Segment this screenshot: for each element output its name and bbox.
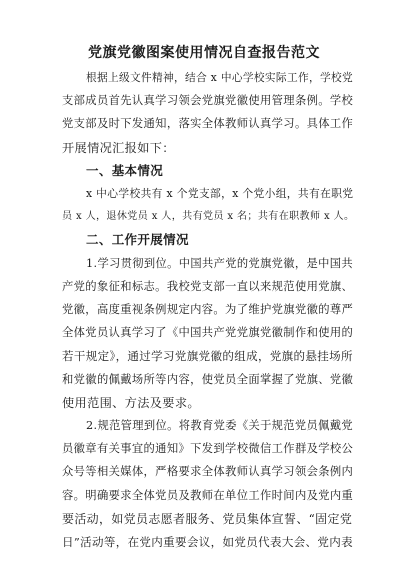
para1-line-3: 党徽，高度重视条例规定内容。为了维护党旗党徽的尊严 [62, 303, 354, 316]
intro-line-1: 根据上级文件精神，结合 x 中心学校实际工作，学校党 [86, 71, 353, 84]
intro-line-2: 支部成员首先认真学习领会党旗党徽使用管理条例。学校 [62, 94, 354, 108]
para1-line-2: 产党的象征和标志。我校党支部一直以来规范使用党旗、 [62, 279, 354, 293]
para2-line-1: 2.规范管理到位。将教育党委《关于规范党员佩戴党 [86, 419, 353, 432]
para1-line-7: 使用范围、方法及要求。 [62, 395, 200, 410]
para1-line-4: 全体党员认真学习了《中国共产党党旗党徽制作和使用的 [62, 326, 354, 340]
para1-line-5: 若干规定》，通过学习党旗党徽的组成，党旗的悬挂场所 [62, 349, 353, 364]
para2-line-4: 容。明确要求全体党员及教师在单位工作时间内及党内重 [62, 488, 354, 502]
intro-line-4: 开展情况汇报如下： [62, 140, 175, 155]
document-title: 党旗党徽图案使用情况自查报告范文 [88, 45, 320, 61]
para1-line-6: 和党徽的佩戴场所等内容，使党员全面掌握了党旗、党徽 [62, 372, 354, 386]
para2-line-3: 众号等相关媒体，严格要求全体教师认真学习领会条例内 [62, 465, 354, 479]
para2-line-5: 要活动，如党员志愿者服务、党员集体宣誓、“固定党 [62, 511, 353, 526]
para2-line-2: 员徽章有关事宜的通知》下发到学校微信工作群及学校公 [62, 442, 354, 456]
section1-line-2: 员 x 人，退休党员 x 人，共有党员 x 名；共有在职教师 x 人。 [62, 211, 355, 223]
section-heading-basic: 一、基本情况 [86, 162, 164, 178]
intro-line-3: 党支部及时下发通知，落实全体教师认真学习。具体工作 [62, 117, 354, 131]
section1-line-1: x 中心学校共有 x 个党支部，x 个党小组，共有在职党 [86, 187, 354, 200]
section-heading-work: 二、工作开展情况 [86, 232, 189, 248]
para1-line-1: 1.学习贯彻到位。中国共产党的党旗党徽，是中国共 [86, 256, 353, 270]
para2-line-6: 日”活动等，在党内重要会议，如党员代表大会、党内表 [62, 535, 354, 549]
